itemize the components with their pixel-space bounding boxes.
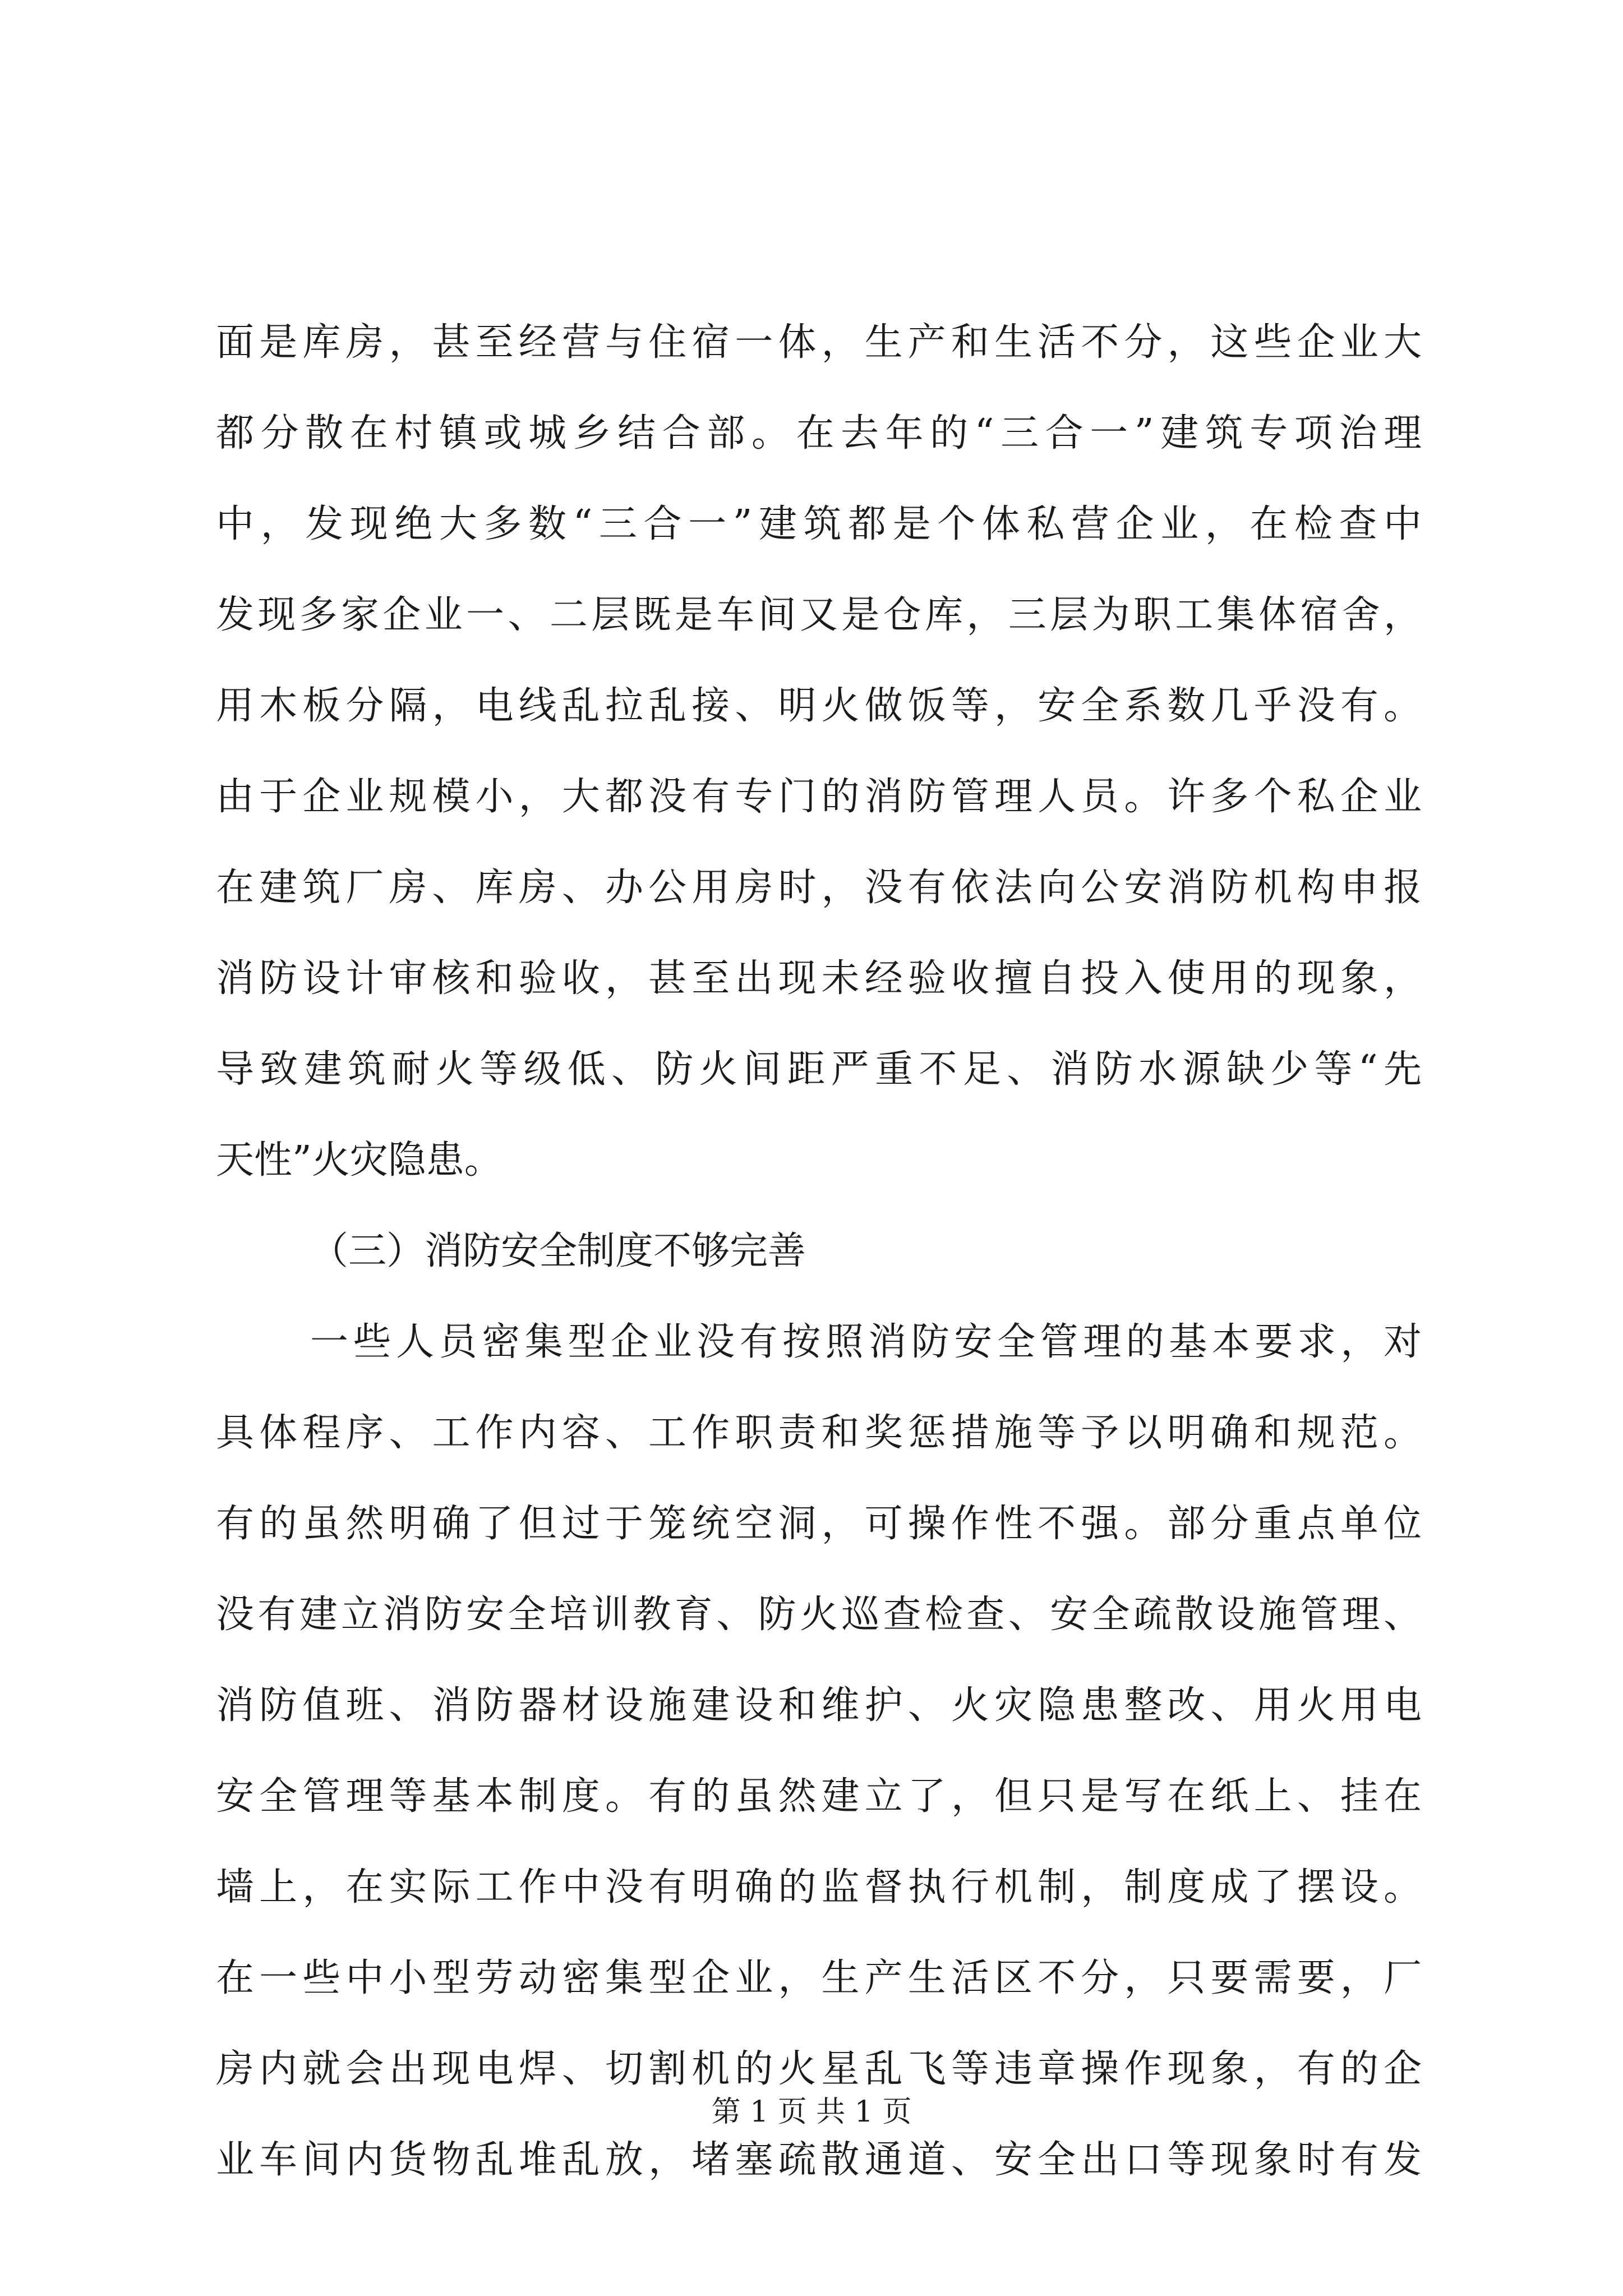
paragraph-line: 发现多家企业一、二层既是车间又是仓库，三层为职工集体宿舍， — [216, 593, 1422, 637]
paragraph-line: 有的虽然明确了但过于笼统空洞，可操作性不强。部分重点单位 — [216, 1502, 1422, 1546]
paragraph-line: 一些人员密集型企业没有按照消防安全管理的基本要求，对 — [310, 1320, 1422, 1364]
paragraph-line: 消防值班、消防器材设施建设和维护、火灾隐患整改、用火用电 — [216, 1683, 1422, 1728]
paragraph-line: 天性”火灾隐患。 — [216, 1138, 502, 1182]
paragraph-line: 都分散在村镇或城乡结合部。在去年的“三合一”建筑专项治理 — [216, 411, 1422, 455]
body-text — [216, 297, 1422, 2206]
paragraph-line: 面是库房，甚至经营与住宿一体，生产和生活不分，这些企业大 — [216, 320, 1422, 365]
paragraph-line: 用木板分隔，电线乱拉乱接、明火做饭等，安全系数几乎没有。 — [216, 684, 1422, 728]
paragraph-line: 没有建立消防安全培训教育、防火巡查检查、安全疏散设施管理、 — [216, 1593, 1422, 1637]
paragraph-line: 消防设计审核和验收，甚至出现未经验收擅自投入使用的现象， — [216, 956, 1422, 1001]
paragraph-line: 在一些中小型劳动密集型企业，生产生活区不分，只要需要，厂 — [216, 1956, 1422, 2000]
paragraph-line: 在建筑厂房、库房、办公用房时，没有依法向公安消防机构申报 — [216, 866, 1422, 910]
paragraph-line: 由于企业规模小，大都没有专门的消防管理人员。许多个私企业 — [216, 775, 1422, 819]
section-heading: （三）消防安全制度不够完善 — [310, 1229, 806, 1273]
paragraph-line: 房内就会出现电焊、切割机的火星乱飞等违章操作现象，有的企 — [216, 2047, 1422, 2091]
paragraph-line: 导致建筑耐火等级低、防火间距严重不足、消防水源缺少等“先 — [216, 1047, 1422, 1092]
paragraph-line: 业车间内货物乱堆乱放，堵塞疏散通道、安全出口等现象时有发 — [216, 2138, 1422, 2182]
paragraph-line: 墙上，在实际工作中没有明确的监督执行机制，制度成了摆设。 — [216, 1865, 1422, 1910]
page-footer: 第 1 页 共 1 页 — [711, 2095, 912, 2129]
paragraph-line: 具体程序、工作内容、工作职责和奖惩措施等予以明确和规范。 — [216, 1411, 1422, 1455]
paragraph-line: 安全管理等基本制度。有的虽然建立了，但只是写在纸上、挂在 — [216, 1774, 1422, 1819]
paragraph-line: 中，发现绝大多数“三合一”建筑都是个体私营企业，在检查中 — [216, 502, 1422, 546]
